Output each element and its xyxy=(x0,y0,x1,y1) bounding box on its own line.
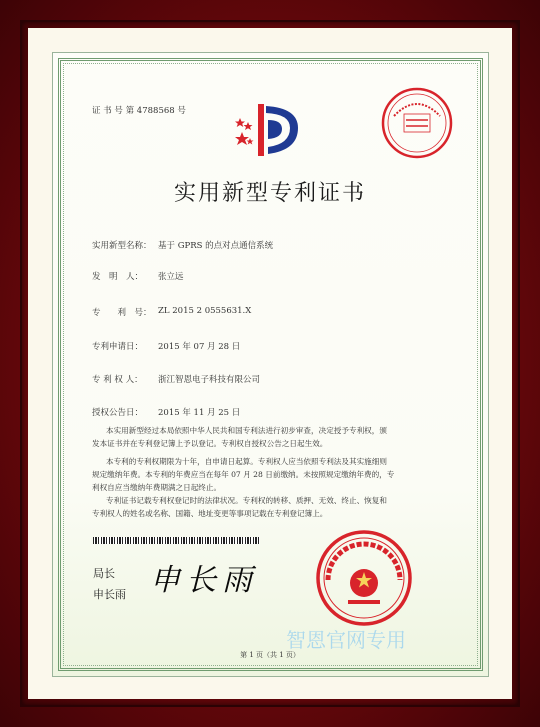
paragraph-2-line-2: 规定缴纳年费。本专利的年费应当在每年 07 月 28 日前缴纳。未按照规定缴纳年费的，专 xyxy=(92,470,395,479)
patent-office-logo-icon xyxy=(228,98,308,160)
handwritten-signature: 申长雨 xyxy=(150,563,258,598)
field-value-application-date: 2015 年 07 月 28 日 xyxy=(158,342,241,352)
top-right-seal xyxy=(380,86,454,160)
field-label-grant-date: 授权公告日： xyxy=(92,408,144,418)
field-label-patent-number: 专 利 号： xyxy=(92,308,152,318)
certificate-number: 证 书 号 第 4788568 号 xyxy=(92,106,186,116)
paragraph-1-line-1: 本实用新型经过本局依照中华人民共和国专利法进行初步审查，决定授予专利权，颁 xyxy=(106,426,387,435)
paragraph-2-line-3: 利权自应当缴纳年费期满之日起终止。 xyxy=(92,483,222,492)
paragraph-3-line-1: 专利证书记载专利权登记时的法律状况。专利权的转移、质押、无效、终止、恢复和 xyxy=(106,496,387,505)
paragraph-2-line-1: 本专利的专利权期限为十年，自申请日起算。专利权人应当依照专利法及其实施细则 xyxy=(106,457,387,466)
paragraph-1-line-2: 发本证书并在专利登记簿上予以登记。专利权自授权公告之日起生效。 xyxy=(92,439,328,448)
field-label-name: 实用新型名称： xyxy=(92,241,152,251)
signature-name: 申长雨 xyxy=(93,588,126,601)
bottom-right-seal xyxy=(314,528,414,628)
signature-title: 局长 xyxy=(93,567,115,580)
page-footer: 第 1 页（共 1 页） xyxy=(240,651,300,659)
field-value-name: 基于 GPRS 的点对点通信系统 xyxy=(158,241,274,251)
watermark: 智恩官网专用 xyxy=(286,628,406,652)
field-label-application-date: 专利申请日： xyxy=(92,342,144,352)
barcode xyxy=(93,537,260,544)
field-value-inventor: 张立远 xyxy=(158,272,184,282)
field-value-patentee: 浙江智恩电子科技有限公司 xyxy=(158,375,261,385)
logo-stars-icon xyxy=(235,118,254,145)
paragraph-3-line-2: 专利权人的姓名或名称、国籍、地址变更等事项记载在专利登记簿上。 xyxy=(92,509,328,518)
field-value-patent-number: ZL 2015 2 0555631.X xyxy=(158,306,252,316)
seal-stamp-icon xyxy=(380,86,454,160)
field-label-inventor: 发 明 人： xyxy=(92,272,144,282)
field-label-patentee: 专 利 权 人： xyxy=(92,375,143,385)
national-seal-icon xyxy=(314,528,414,628)
field-value-grant-date: 2015 年 11 月 25 日 xyxy=(158,408,241,418)
certificate-title: 实用新型专利证书 xyxy=(173,181,366,206)
